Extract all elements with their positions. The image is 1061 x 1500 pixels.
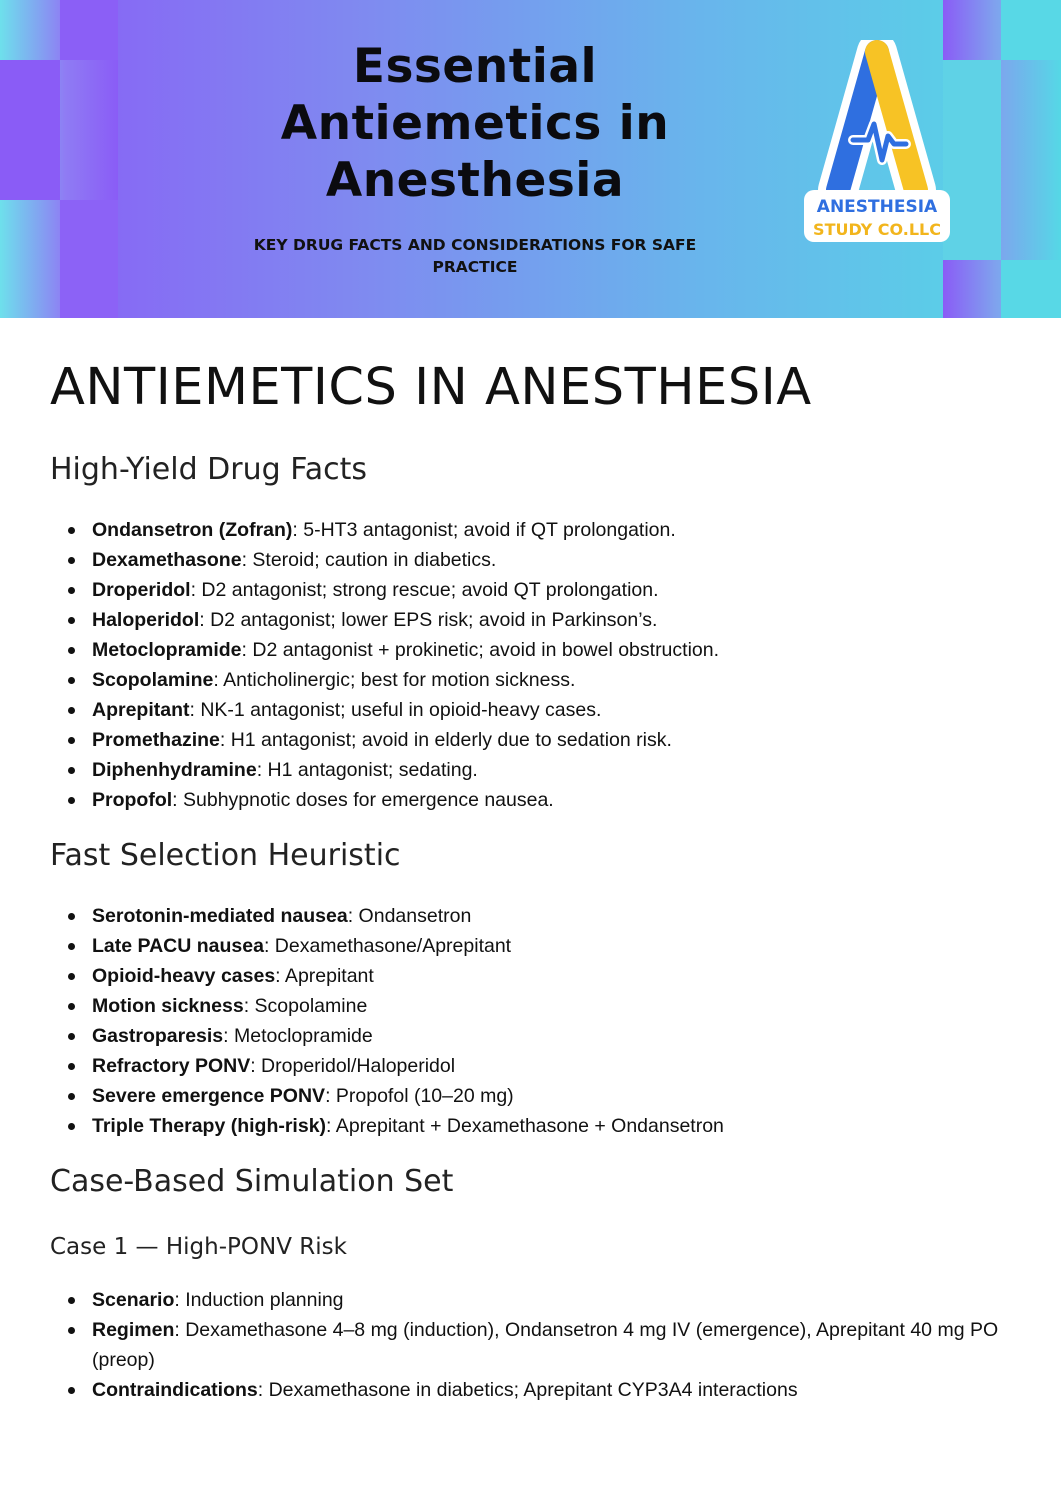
list-item (50, 931, 1000, 961)
list-item (50, 991, 1000, 1021)
section-heading-drug-facts: High-Yield Drug Facts (50, 452, 367, 487)
list-item-text: : D2 antagonist; lower EPS risk; avoid in Parkinson’s. (199, 609, 658, 631)
list-item-term: Late PACU nausea (92, 935, 264, 957)
list-item-text: : Steroid; caution in diabetics. (241, 549, 497, 571)
list-item-term: Droperidol (92, 579, 191, 601)
list-item-text: : NK-1 antagonist; useful in opioid-heavy cases. (189, 699, 602, 721)
list-item-text: : Induction planning (174, 1289, 344, 1311)
section-heading-cases: Case-Based Simulation Set (50, 1164, 454, 1199)
list-item-term: Dexamethasone (92, 549, 242, 571)
list-item-term: Promethazine (92, 729, 220, 751)
list-item-text: : Droperidol/Haloperidol (250, 1055, 456, 1077)
list-item (50, 545, 1000, 575)
list-item (50, 635, 1000, 665)
list-item-text: : D2 antagonist + prokinetic; avoid in bowel obstruction. (241, 639, 720, 661)
list-item-text: : Metoclopramide (223, 1025, 373, 1047)
list-item-term: Diphenhydramine (92, 759, 257, 781)
list-item-term: Contraindications (92, 1379, 258, 1401)
list-item (50, 755, 1000, 785)
list-item-text: : H1 antagonist; sedating. (256, 759, 478, 781)
list-item (50, 695, 1000, 725)
list-item-term: Aprepitant (92, 699, 190, 721)
list-item-term: Refractory PONV (92, 1055, 251, 1077)
list-item-text: : H1 antagonist; avoid in elderly due to sedation risk. (219, 729, 672, 751)
list-item-text: : Aprepitant + Dexamethasone + Ondansetron (326, 1115, 724, 1137)
drug-facts-list (50, 515, 1000, 815)
list-item-term: Scopolamine (92, 669, 214, 691)
logo-text-line1: ANESTHESIA (816, 197, 938, 217)
list-item-term: Serotonin-mediated nausea (92, 905, 348, 927)
page-title: ANTIEMETICS IN ANESTHESIA (50, 358, 812, 417)
list-item (50, 961, 1000, 991)
list-item (50, 1051, 1000, 1081)
list-item-term: Severe emergence PONV (92, 1085, 326, 1107)
list-item-term: Haloperidol (92, 609, 200, 631)
list-item-term: Gastroparesis (92, 1025, 224, 1047)
list-item (50, 605, 1000, 635)
list-item-text: : Propofol (10–20 mg) (325, 1085, 514, 1107)
list-item (50, 665, 1000, 695)
list-item-text: : Dexamethasone 4–8 mg (induction), Ondansetron 4 mg IV (emergence), Aprepitant 40 mg PO (preop) (92, 1319, 999, 1371)
decorative-block-right (1001, 260, 1061, 318)
list-item-text: : Anticholinergic; best for motion sickness. (213, 669, 576, 691)
list-item-text: : Subhypnotic doses for emergence nausea. (172, 789, 554, 811)
case-1-list (50, 1285, 1010, 1405)
logo-text-line2: STUDY CO.LLC (813, 220, 941, 239)
decorative-block-left (60, 200, 118, 318)
list-item (50, 1285, 1010, 1315)
list-item-text: : Scopolamine (243, 995, 368, 1017)
banner-title-line: Essential (352, 39, 598, 94)
list-item-term: Regimen (92, 1319, 175, 1341)
list-item (50, 1315, 1010, 1375)
list-item-term: Motion sickness (92, 995, 244, 1017)
list-item (50, 1081, 1000, 1111)
list-item (50, 725, 1000, 755)
list-item-term: Scenario (92, 1289, 175, 1311)
list-item-text: : Aprepitant (275, 965, 374, 987)
list-item-text: : D2 antagonist; strong rescue; avoid QT prolongation. (190, 579, 659, 601)
list-item-term: Metoclopramide (92, 639, 242, 661)
decorative-block-left (0, 60, 60, 200)
list-item (50, 1375, 1010, 1405)
list-item (50, 901, 1000, 931)
list-item-term: Propofol (92, 789, 173, 811)
list-item (50, 785, 1000, 815)
list-item-term: Triple Therapy (high-risk) (92, 1115, 327, 1137)
list-item-term: Ondansetron (Zofran) (92, 519, 293, 541)
list-item-term: Opioid-heavy cases (92, 965, 276, 987)
banner-title (180, 38, 770, 209)
decorative-block-left (60, 0, 118, 60)
section-heading-heuristic: Fast Selection Heuristic (50, 838, 401, 873)
banner-title-line: Antiemetics in (280, 96, 670, 151)
header-banner (0, 0, 1061, 318)
banner-subtitle: KEY DRUG FACTS AND CONSIDERATIONS FOR SAFE PRACTICE (253, 236, 697, 276)
decorative-block-right (1001, 0, 1061, 60)
list-item-text: : 5-HT3 antagonist; avoid if QT prolongation. (292, 519, 676, 541)
case-heading: Case 1 — High-PONV Risk (50, 1234, 347, 1260)
heuristic-list (50, 901, 1000, 1141)
list-item (50, 1111, 1000, 1141)
list-item (50, 1021, 1000, 1051)
list-item-text: : Dexamethasone/Aprepitant (263, 935, 512, 957)
banner-title-line: Anesthesia (325, 153, 625, 208)
list-item-text: : Dexamethasone in diabetics; Aprepitant CYP3A4 interactions (257, 1379, 798, 1401)
anesthesia-study-logo (798, 40, 956, 246)
list-item (50, 575, 1000, 605)
list-item-text: : Ondansetron (347, 905, 472, 927)
list-item (50, 515, 1000, 545)
